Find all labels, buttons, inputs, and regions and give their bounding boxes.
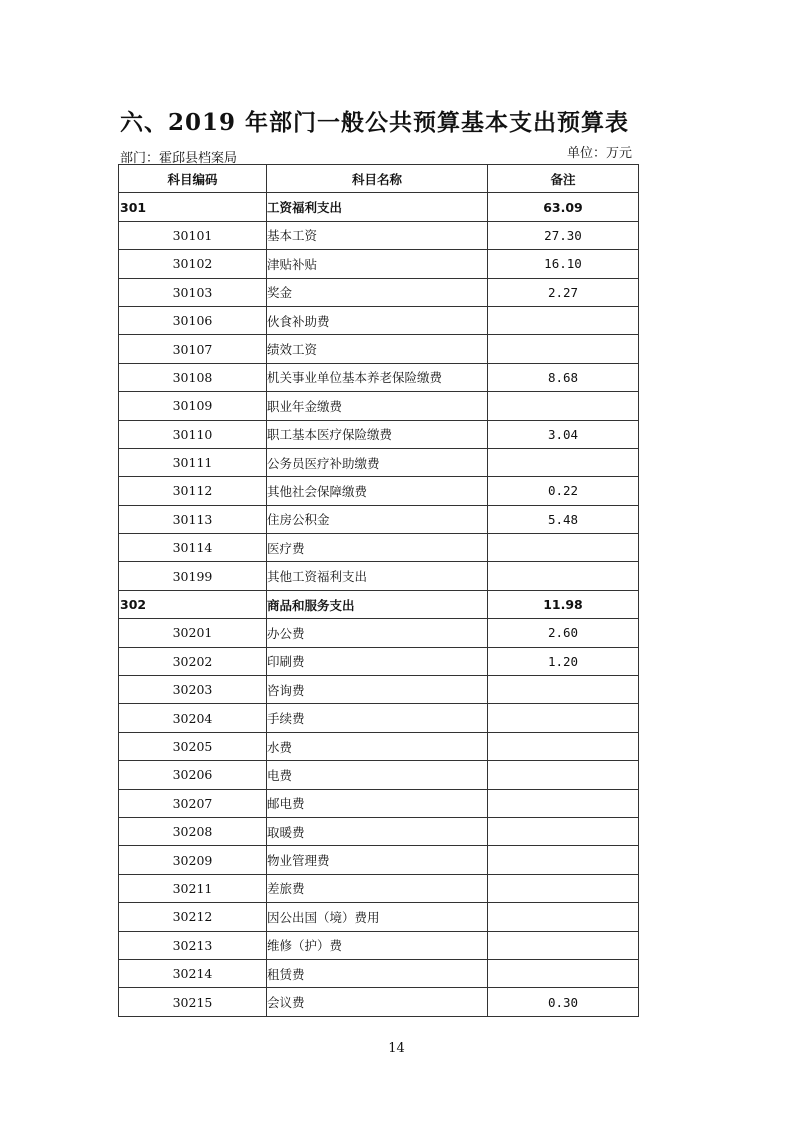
note-cell: 2.60 (488, 619, 639, 647)
note-cell (488, 846, 639, 874)
note-cell (488, 704, 639, 732)
code-cell: 30111 (119, 448, 267, 476)
code-cell: 30214 (119, 959, 267, 987)
note-cell (488, 676, 639, 704)
table-row (119, 959, 639, 987)
code-cell: 30101 (119, 221, 267, 249)
code-cell: 301 (119, 193, 267, 221)
code-cell: 30206 (119, 761, 267, 789)
note-cell (488, 306, 639, 334)
note-cell: 1.20 (488, 647, 639, 675)
code-cell: 30207 (119, 789, 267, 817)
name-cell: 水费 (267, 732, 488, 760)
table-row (119, 647, 639, 675)
table-row (119, 931, 639, 959)
code-cell: 30205 (119, 732, 267, 760)
page-title: 六、2019 年部门一般公共预算基本支出预算表 (120, 109, 630, 136)
table-row (119, 477, 639, 505)
table-row (119, 306, 639, 334)
code-cell: 30204 (119, 704, 267, 732)
table-row (119, 335, 639, 363)
table-row (119, 874, 639, 902)
note-cell: 27.30 (488, 221, 639, 249)
category-row (119, 193, 639, 221)
table-row (119, 903, 639, 931)
name-cell: 机关事业单位基本养老保险缴费 (267, 363, 488, 391)
note-cell: 5.48 (488, 505, 639, 533)
department-label: 部门：霍邱县档案局 (120, 151, 238, 166)
note-cell (488, 903, 639, 931)
code-cell: 30203 (119, 676, 267, 704)
name-cell: 物业管理费 (267, 846, 488, 874)
table-row (119, 250, 639, 278)
note-cell (488, 874, 639, 902)
note-cell (488, 448, 639, 476)
unit-label: 单位：万元 (567, 146, 633, 161)
code-cell: 30110 (119, 420, 267, 448)
code-cell: 302 (119, 590, 267, 618)
table-row (119, 534, 639, 562)
code-cell: 30109 (119, 392, 267, 420)
note-cell: 2.27 (488, 278, 639, 306)
name-cell: 维修（护）费 (267, 931, 488, 959)
note-cell: 0.30 (488, 988, 639, 1016)
name-cell: 伙食补助费 (267, 306, 488, 334)
table-row (119, 704, 639, 732)
name-cell: 差旅费 (267, 874, 488, 902)
name-cell: 奖金 (267, 278, 488, 306)
code-cell: 30208 (119, 817, 267, 845)
code-cell: 30215 (119, 988, 267, 1016)
code-cell: 30201 (119, 619, 267, 647)
note-cell (488, 732, 639, 760)
table-row (119, 732, 639, 760)
table-body (119, 193, 639, 1016)
table-header-row (119, 165, 639, 193)
code-cell: 30212 (119, 903, 267, 931)
table-row (119, 817, 639, 845)
header-name: 科目名称 (267, 165, 488, 193)
code-cell: 30211 (119, 874, 267, 902)
table-row (119, 846, 639, 874)
name-cell: 公务员医疗补助缴费 (267, 448, 488, 476)
category-row (119, 590, 639, 618)
name-cell: 其他工资福利支出 (267, 562, 488, 590)
table-row (119, 363, 639, 391)
page-number: 14 (388, 1041, 405, 1056)
note-cell (488, 789, 639, 817)
code-cell: 30213 (119, 931, 267, 959)
code-cell: 30108 (119, 363, 267, 391)
name-cell: 医疗费 (267, 534, 488, 562)
name-cell: 职业年金缴费 (267, 392, 488, 420)
code-cell: 30103 (119, 278, 267, 306)
budget-table (118, 164, 639, 1017)
table-row (119, 278, 639, 306)
name-cell: 职工基本医疗保险缴费 (267, 420, 488, 448)
table-row (119, 676, 639, 704)
header-note: 备注 (488, 165, 639, 193)
table-row (119, 789, 639, 817)
note-cell (488, 817, 639, 845)
name-cell: 基本工资 (267, 221, 488, 249)
name-cell: 咨询费 (267, 676, 488, 704)
table-row (119, 761, 639, 789)
code-cell: 30102 (119, 250, 267, 278)
code-cell: 30114 (119, 534, 267, 562)
table-row (119, 505, 639, 533)
note-cell (488, 534, 639, 562)
name-cell: 租赁费 (267, 959, 488, 987)
name-cell: 其他社会保障缴费 (267, 477, 488, 505)
note-cell (488, 562, 639, 590)
note-cell (488, 761, 639, 789)
name-cell: 办公费 (267, 619, 488, 647)
code-cell: 30113 (119, 505, 267, 533)
table-row (119, 448, 639, 476)
code-cell: 30202 (119, 647, 267, 675)
table-row (119, 562, 639, 590)
name-cell: 印刷费 (267, 647, 488, 675)
name-cell: 因公出国（境）费用 (267, 903, 488, 931)
note-cell: 63.09 (488, 193, 639, 221)
name-cell: 电费 (267, 761, 488, 789)
note-cell: 11.98 (488, 590, 639, 618)
table-row (119, 619, 639, 647)
note-cell (488, 335, 639, 363)
name-cell: 会议费 (267, 988, 488, 1016)
note-cell: 0.22 (488, 477, 639, 505)
name-cell: 津贴补贴 (267, 250, 488, 278)
name-cell: 绩效工资 (267, 335, 488, 363)
table-row (119, 420, 639, 448)
code-cell: 30112 (119, 477, 267, 505)
table-row (119, 988, 639, 1016)
note-cell: 16.10 (488, 250, 639, 278)
name-cell: 住房公积金 (267, 505, 488, 533)
note-cell (488, 392, 639, 420)
code-cell: 30107 (119, 335, 267, 363)
name-cell: 工资福利支出 (267, 193, 488, 221)
name-cell: 商品和服务支出 (267, 590, 488, 618)
code-cell: 30106 (119, 306, 267, 334)
header-code: 科目编码 (119, 165, 267, 193)
note-cell: 8.68 (488, 363, 639, 391)
name-cell: 手续费 (267, 704, 488, 732)
note-cell (488, 931, 639, 959)
name-cell: 邮电费 (267, 789, 488, 817)
note-cell: 3.04 (488, 420, 639, 448)
name-cell: 取暖费 (267, 817, 488, 845)
note-cell (488, 959, 639, 987)
code-cell: 30209 (119, 846, 267, 874)
table-row (119, 392, 639, 420)
table-row (119, 221, 639, 249)
code-cell: 30199 (119, 562, 267, 590)
